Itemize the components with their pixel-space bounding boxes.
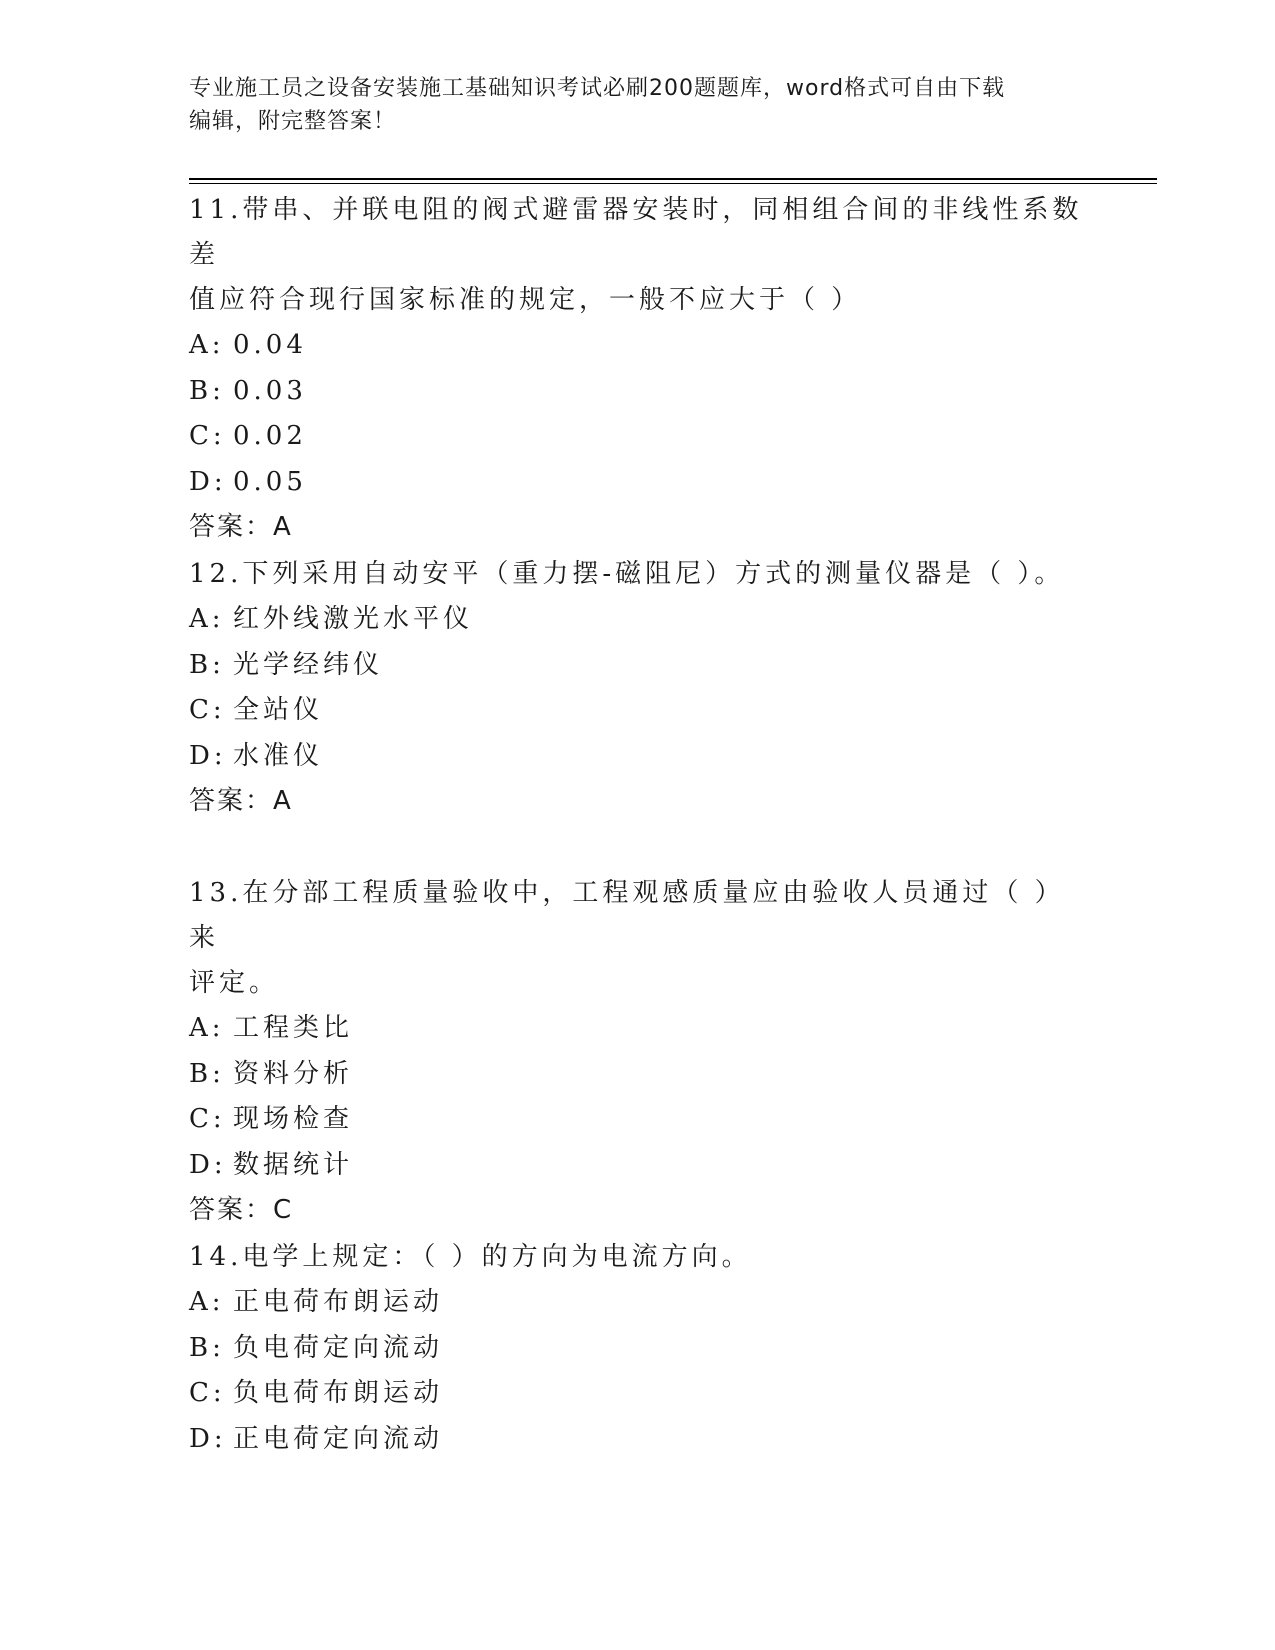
option-b: B: 资料分析 [189,1058,354,1089]
header-line-2: 编辑，附完整答案！ [189,109,397,134]
answer: 答案：A [189,512,293,542]
option-d: D: 水准仪 [189,740,324,771]
question-text: 14.电学上规定：（ ）的方向为电流方向。 [189,1242,752,1272]
option-d: D: 正电荷定向流动 [189,1423,444,1454]
answer: 答案：A [189,786,293,816]
answer: 答案：C [189,1195,294,1225]
question-13 [189,871,1089,1233]
question-text: 13.在分部工程质量验收中，工程观感质量应由验收人员通过（ ）来 评定。 [189,878,1065,998]
header-divider-thick [189,178,1157,180]
header-line-1: 专业施工员之设备安装施工基础知识考试必刷200题题库，word格式可自由下载 [189,76,1006,101]
option-a: A: 工程类比 [189,1013,354,1043]
option-b: B: 0.03 [189,375,307,406]
option-d: D: 数据统计 [189,1149,354,1180]
question-text: 11.带串、并联电阻的阀式避雷器安装时，同相组合间的非线性系数差 值应符合现行国家标准的规定，一般不应大于（ ） [189,195,1083,315]
question-12 [189,552,1089,824]
option-a: A: 0.04 [189,330,307,360]
question-text: 12.下列采用自动安平（重力摆-磁阻尼）方式的测量仪器是（ ）。 [189,559,1065,589]
option-c: C: 全站仪 [189,695,324,725]
option-a: A: 红外线激光水平仪 [189,604,474,634]
option-d: D: 0.05 [189,466,307,497]
option-a: A: 正电荷布朗运动 [189,1287,444,1317]
option-c: C: 0.02 [189,421,307,451]
question-14 [189,1235,1089,1462]
question-11 [189,188,1089,550]
header-divider-thin [189,183,1157,184]
option-b: B: 光学经纬仪 [189,649,384,680]
option-c: C: 现场检查 [189,1104,354,1134]
option-c: C: 负电荷布朗运动 [189,1378,444,1408]
option-b: B: 负电荷定向流动 [189,1332,444,1363]
document-header [189,72,1089,138]
